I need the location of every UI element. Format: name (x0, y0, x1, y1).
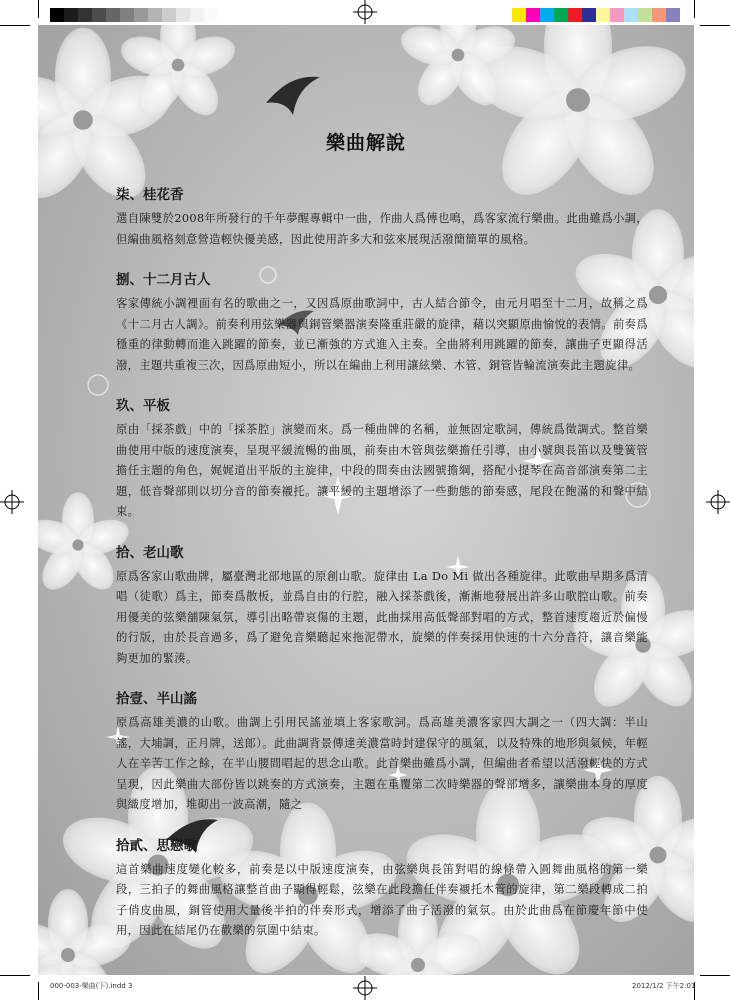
section-heading: 拾壹、半山謠 (116, 691, 197, 707)
section-gui-hua-xiang (116, 183, 648, 250)
registration-mark-icon (0, 490, 24, 514)
section-body: 選自陳雙於2008年所發行的千年夢醒專輯中一曲，作曲人爲傅也鳴，爲客家流行樂曲。此曲雖爲小調，但編曲風格刻意營造輕快優美感，因此使用許多大和弦來展現活潑簡簡單的風格。 (116, 212, 648, 246)
print-timestamp: 2012/1/2 下午2:01 (632, 982, 696, 990)
registration-mark-icon (353, 976, 377, 1000)
crop-mark (38, 982, 39, 1000)
registration-mark-icon (353, 0, 377, 24)
section-heading: 捌、十二月古人 (116, 272, 211, 288)
crop-mark (0, 25, 30, 26)
section-body: 客家傳統小調裡面有名的歌曲之一，又因爲原曲歌詞中，古人結合節令，由元月唱至十二月，故稱之爲《十二月古人調》。前奏利用弦樂器與銅管樂器演奏隆重莊嚴的旋律，藉以突顯原曲愉悅的表情。前奏爲穩重的律動轉而進入跳躍的節奏，並已漸強的方式進入主奏。全曲將利用跳躍的節奏，讓曲子更顯得活潑，主題共重複三次，因爲原曲短小，所以在編曲上利用讓絃樂、木管、銅管皆輪流演奏此主題旋律。 (116, 297, 648, 372)
section-heading: 拾、老山歌 (116, 544, 184, 561)
section-body: 這首樂曲速度變化較多，前奏是以中版速度演奏，由弦樂與長笛對唱的線條帶入圓舞曲風格的第一樂段，三拍子的舞曲風格讓整首曲子顯得輕鬆，弦樂在此段擔任伴奏襯托木管的旋律，第二樂段轉成二拍子俏皮曲風，銅管使用大量後半拍的伴奏形式，增添了曲子活潑的氣氛。由於此曲爲在節慶年節中使用，因此在結尾仍在歡樂的氛圍中結束。 (116, 862, 648, 937)
section-shi-er-yue-gu-ren (116, 268, 648, 376)
color-calibration-bar (512, 8, 680, 22)
file-info: 000-003-樂曲(下).indd 3 (50, 982, 133, 990)
crop-mark (700, 25, 730, 26)
registration-mark-icon (706, 490, 730, 514)
section-heading: 玖、平板 (116, 398, 170, 414)
booklet-page (38, 25, 694, 975)
program-notes (116, 183, 648, 960)
section-body: 原爲高雄美濃的山歌。曲調上引用民謠並填上客家歌詞。爲高雄美濃客家四大調之一（四大調：半山謠，大埔調，正月牌，送郎）。此曲調背景傳達美濃當時封建保守的風氣，以及特殊的地形與氣候，年輕人在辛苦工作之餘，在半山腰間唱起的思念山歌。此首樂曲雖爲小調，但編曲者希望以活潑輕快的方式呈現，因此樂曲大部份皆以跳奏的方式演奏，主題在重覆第二次時樂器的聲部增多，讓樂曲本身的厚度與織度增加，堆砌出一波高潮，隨之 (116, 716, 648, 811)
page-title: 樂曲解說 (325, 132, 406, 154)
section-si-lian-ge (116, 834, 648, 942)
crop-mark (694, 0, 695, 18)
section-ban-shan-yao (116, 687, 648, 816)
section-body: 原由「採茶戲」中的「採茶腔」演變而來。爲一種曲牌的名稱，並無固定歌詞，傳統爲徵調式。整首樂曲使用中版的速度演奏，呈現平緩流暢的曲風，前奏由木管與弦樂擔任引導，由小號與長笛以及雙簧管擔任主題的角色，娓娓道出平版的主旋律，中段的間奏由法國號擔綱，搭配小提琴在高音部演奏第二主題，低音聲部則以切分音的節奏襯托。讓平緩的主題增添了一些動態的節奏感，尾段在飽滿的和聲中結束。 (116, 423, 648, 518)
crop-mark (700, 975, 730, 976)
crop-mark (0, 975, 30, 976)
section-heading: 柒、桂花香 (116, 187, 184, 203)
crop-mark (38, 0, 39, 18)
section-heading: 拾貳、思戀歌 (116, 837, 197, 854)
grayscale-calibration-bar (50, 8, 218, 22)
section-ping-ban (116, 394, 648, 523)
section-lao-shan-ge (116, 541, 648, 670)
section-body: 原爲客家山歌曲牌，屬臺灣北部地區的原創山歌。旋律由 La Do Mi 做出各種旋律。此歌曲早期多爲清唱（徒歌）爲主，節奏爲散板，並爲自由的行腔，融入採茶戲後，漸漸地發展出許多山歌腔山歌。前奏用優美的弦樂舖陳氣氛，導引出略帶哀傷的主題，此曲採用高低聲部對唱的方式，整首速度趨近於偏慢的行版，由於長音過多，爲了避免音樂聽起來拖泥帶水，旋樂的伴奏採用快速的十六分音符，讓音樂能夠更加的緊湊。 (116, 569, 648, 665)
